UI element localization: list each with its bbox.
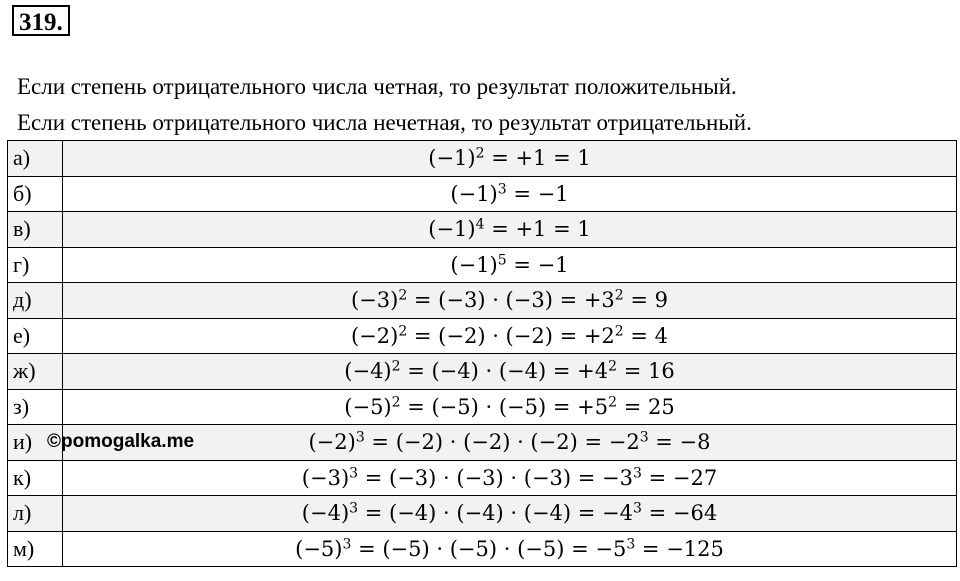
table-row (8, 390, 957, 426)
exponent: 3 (355, 429, 365, 446)
row-expression (63, 390, 957, 425)
exponent: 4 (475, 216, 485, 233)
table-row (8, 461, 957, 497)
expression-part: = 16 (617, 359, 675, 383)
expression-part: = (−2) · (−2) = +2 (407, 323, 615, 348)
row-label-cell (8, 532, 63, 567)
exponent: 2 (475, 145, 485, 162)
row-label: в) (13, 216, 31, 241)
row-expression (63, 496, 957, 531)
table-row (8, 319, 957, 355)
row-label-cell (8, 425, 195, 460)
row-expression (63, 141, 957, 176)
row-expression (63, 461, 957, 496)
row-label: з) (13, 393, 30, 419)
exponent: 2 (398, 322, 408, 339)
expression-part: (−4) (344, 359, 392, 383)
row-label: е) (13, 322, 31, 348)
exponent: 3 (497, 180, 507, 197)
expression-part: = −8 (648, 430, 711, 454)
rule-even-power: Если степень отрицательного числа четная, то результат положительный. (17, 74, 737, 99)
expression-part: = (−2) · (−2) · (−2) = −2 (364, 430, 640, 454)
exponent: 5 (497, 251, 507, 268)
table-row (8, 496, 957, 532)
expression-part: = 4 (623, 323, 669, 348)
expression-part: = −1 (506, 252, 569, 277)
expression-part: = +1 = 1 (484, 217, 591, 241)
table-row (8, 248, 957, 284)
table-row (8, 354, 957, 390)
expression-part: = (−3) · (−3) · (−3) = −3 (358, 465, 633, 490)
row-label: д) (13, 287, 32, 312)
exponent: 2 (391, 358, 401, 375)
row-label: ж) (13, 358, 36, 383)
row-label-cell (8, 248, 63, 283)
expression-part: (−1) (428, 146, 476, 170)
expression-part: (−1) (450, 181, 498, 206)
table-row (8, 212, 957, 248)
exponent: 2 (614, 287, 624, 304)
exponent: 3 (639, 429, 649, 446)
table-row (8, 425, 957, 461)
answers-table (7, 140, 957, 567)
exponent: 3 (626, 535, 636, 552)
expression-part: = −64 (641, 501, 718, 525)
exponent: 2 (391, 393, 401, 410)
expression-part: (−1) (450, 252, 498, 277)
expression-part: (−4) (301, 501, 350, 525)
expression-part: (−2) (308, 430, 356, 454)
expression-part: = (−4) · (−4) · (−4) = −4 (358, 501, 633, 525)
expression-part: = +1 = 1 (484, 146, 591, 170)
row-label-cell (8, 354, 63, 389)
row-expression (63, 248, 957, 283)
watermark: ©pomogalka.me (47, 431, 195, 452)
expression-part: = −27 (641, 465, 718, 490)
row-label-cell (8, 319, 63, 354)
expression-part: (−2) (350, 323, 399, 348)
expression-part: = 25 (617, 394, 675, 419)
row-label: г) (13, 251, 30, 277)
row-label: б) (13, 180, 32, 206)
row-label-cell (8, 177, 63, 212)
exponent: 3 (342, 535, 352, 552)
expression-part: (−5) (344, 394, 392, 419)
table-row (8, 283, 957, 319)
expression-part: = (−3) · (−3) = +3 (407, 288, 615, 312)
expression-part: = (−4) · (−4) = +4 (400, 359, 609, 383)
row-label-cell (8, 283, 63, 318)
table-row (8, 177, 957, 213)
expression-part: = (−5) · (−5) = +5 (400, 394, 609, 419)
exponent: 2 (608, 358, 618, 375)
row-label: а) (13, 145, 31, 170)
exponent: 3 (633, 464, 642, 481)
expression-part: = (−5) · (−5) · (−5) = −5 (351, 536, 627, 561)
row-label-cell (8, 461, 63, 496)
exponent: 3 (349, 500, 359, 517)
expression-part: (−3) (301, 465, 350, 490)
table-row (8, 532, 957, 568)
exponent: 3 (633, 500, 642, 517)
expression-part: = 9 (623, 288, 669, 312)
exponent: 2 (614, 322, 624, 339)
row-label: и) (13, 429, 33, 454)
row-label: к) (13, 464, 32, 490)
exponent: 3 (349, 464, 359, 481)
row-label-cell (8, 212, 63, 247)
row-expression (63, 212, 957, 247)
row-label-cell (8, 141, 63, 176)
expression-part: (−1) (428, 217, 476, 241)
expression-part: = −125 (635, 536, 724, 561)
table-row (8, 141, 957, 177)
row-expression (63, 425, 957, 460)
expression-part: (−5) (295, 536, 343, 561)
exponent: 2 (398, 287, 408, 304)
row-label-cell (8, 390, 63, 425)
expression-part: (−3) (350, 288, 399, 312)
row-label-cell (8, 496, 63, 531)
row-expression (63, 532, 957, 567)
row-expression (63, 319, 957, 354)
row-expression (63, 354, 957, 389)
row-expression (63, 177, 957, 212)
task-number: 319. (12, 5, 70, 36)
row-expression (63, 283, 957, 318)
row-label: м) (13, 535, 35, 561)
exponent: 2 (608, 393, 618, 410)
row-label: л) (13, 500, 32, 525)
expression-part: = −1 (506, 181, 569, 206)
rule-odd-power: Если степень отрицательного числа нечетная, то результат отрицательный. (17, 110, 752, 135)
